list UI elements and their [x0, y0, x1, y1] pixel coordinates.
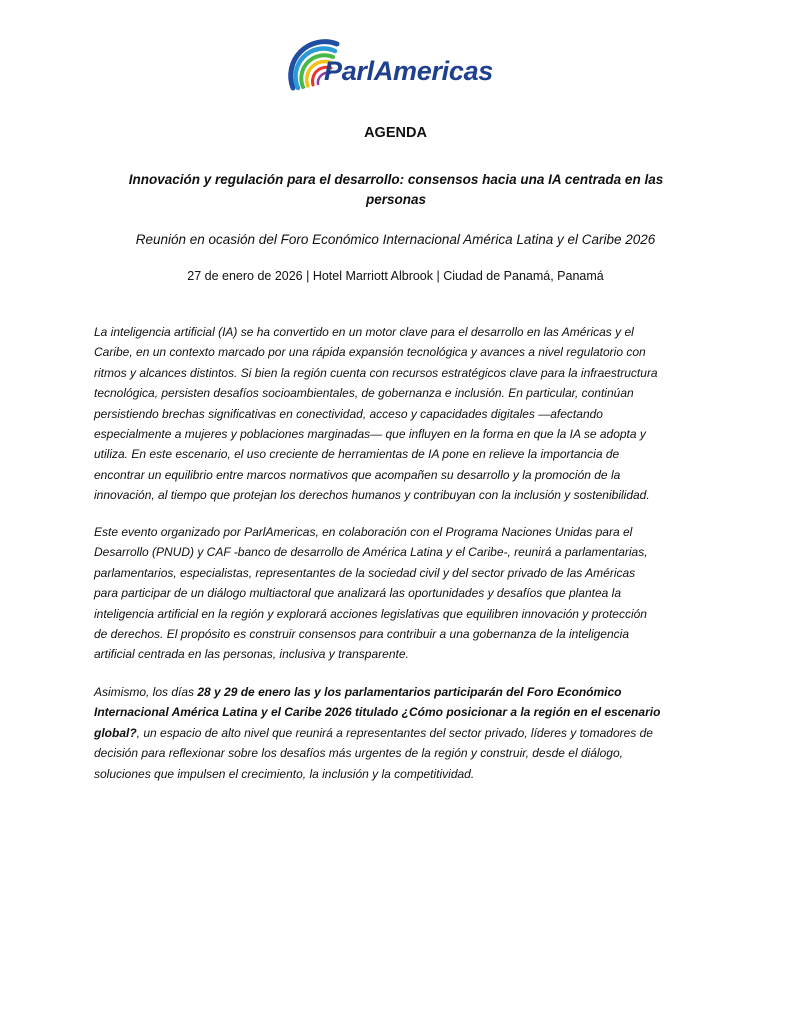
- paragraph-line: [94, 682, 714, 702]
- date-location-line: 27 de enero de 2026 | Hotel Marriott Albrook | Ciudad de Panamá, Panamá: [187, 269, 604, 283]
- paragraph-line: Caribe, en un contexto marcado por una rápida expansión tecnológica y avances a nivel regulatorio con: [94, 345, 646, 360]
- paragraph-line: [94, 723, 714, 743]
- paragraph-line: encontrar un equilibrio entre marcos normativos que acompañen su desarrollo y la promoción de la: [94, 467, 621, 482]
- meeting-description: Reunión en ocasión del Foro Económico Internacional América Latina y el Caribe 2026: [135, 232, 656, 247]
- paragraph-line: ritmos y alcances distintos. Si bien la región cuenta con recursos estratégicos clave para la infraestructura: [94, 365, 658, 380]
- paragraph-line: decisión para reflexionar sobre los desafíos más urgentes de la región y construir, desde el diálogo,: [94, 746, 623, 761]
- highlight-text: global?: [94, 725, 137, 740]
- paragraph-line: [94, 702, 714, 722]
- paragraph-forum: [94, 682, 714, 784]
- text-run: Asimismo, los días: [94, 685, 198, 699]
- logo-text: ParlAmericas: [324, 56, 494, 86]
- subtitle-line: personas: [365, 192, 427, 207]
- paragraph-line: tecnológica, persisten desafíos socioambientales, de gobernanza e inclusión. En particular, continúan: [94, 386, 634, 401]
- paragraph-line: persistiendo brechas significativas en conectividad, acceso y capacidades digitales —afectando: [94, 406, 603, 421]
- paragraph-line: innovación, al tiempo que protejan los derechos humanos y contribuyan con la inclusión y sostenibilidad.: [94, 488, 650, 503]
- paragraph-line: inteligencia artificial en la región y explorará acciones legislativas que equilibren innovación y protección: [94, 606, 647, 621]
- paragraph-line: para participar de un diálogo multiactoral que analizará las oportunidades y desafíos que plantea la: [94, 586, 622, 601]
- paragraph-line: Desarrollo (PNUD) y CAF -banco de desarrollo de América Latina y el Caribe-, reunirá a parlamentarias,: [94, 545, 648, 560]
- paragraph-event: [94, 522, 714, 665]
- paragraph-line: Este evento organizado por ParlAmericas, en colaboración con el Programa Naciones Unidas para el: [94, 525, 633, 539]
- paragraph-context: [94, 322, 714, 506]
- paragraph-line: de derechos. El propósito es construir consensos para contribuir a una gobernanza de la inteligencia: [94, 627, 629, 642]
- parlamericas-logo: [285, 36, 525, 106]
- highlight-text: 28 y 29 de enero las y los parlamentarios participarán del Foro Económico: [197, 685, 622, 699]
- paragraph-line: soluciones que impulsen el crecimiento, la inclusión y la competitividad.: [94, 766, 475, 781]
- paragraph-line: utiliza. En este escenario, el uso creciente de herramientas de IA pone en relieve la importancia de: [94, 447, 620, 462]
- paragraph-line: parlamentarios, especialistas, representantes de la sociedad civil y del sector privado de las Américas: [94, 565, 636, 580]
- paragraph-line: artificial centrada en las personas, inclusiva y transparente.: [94, 647, 409, 662]
- paragraph-line: La inteligencia artificial (IA) se ha convertido en un motor clave para el desarrollo en las Américas y el: [94, 325, 634, 339]
- page-title: AGENDA: [364, 125, 427, 141]
- paragraph-line: especialmente a mujeres y poblaciones marginadas— que influyen en la forma en que la IA se adopta y: [94, 427, 646, 442]
- subtitle-line: Innovación y regulación para el desarrollo: consensos hacia una IA centrada en las: [128, 172, 664, 187]
- text-run: , un espacio de alto nivel que reunirá a representantes del sector privado, líderes y tomadores de: [136, 725, 653, 740]
- highlight-text: Internacional América Latina y el Caribe 2026 titulado ¿Cómo posicionar a la región en el escenario: [94, 705, 661, 720]
- event-subtitle: [96, 170, 696, 210]
